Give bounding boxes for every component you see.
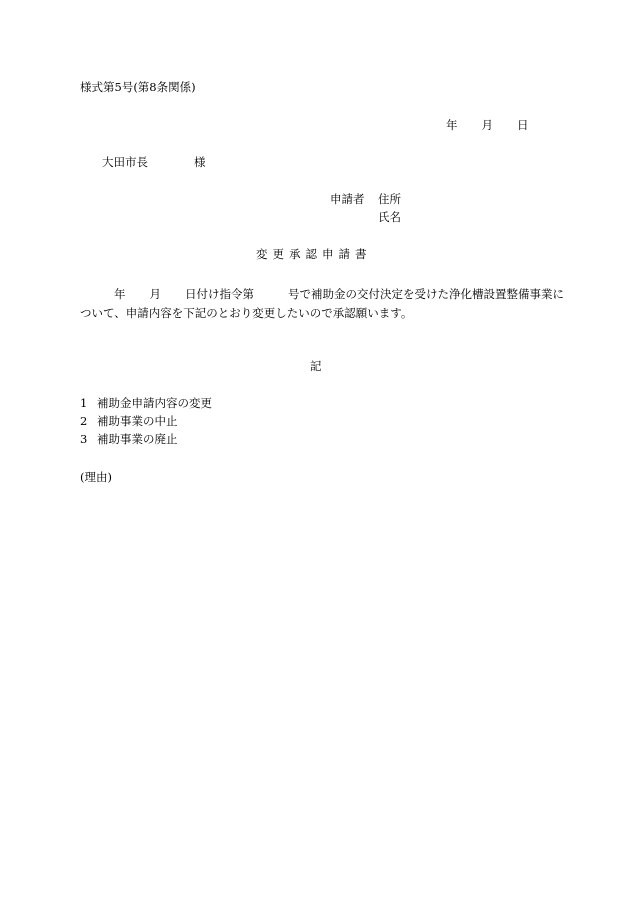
date-day-label: 日	[517, 118, 529, 132]
document-title: 変更承認申請書	[256, 247, 372, 261]
body-text-part1: 日付け指令第	[185, 287, 254, 301]
body-text-part2: 号で補助金の交付決定を受けた浄化槽設置整備事業について、申請内容を下記のとおり変更したいので承認願います。	[80, 287, 564, 320]
address-label: 住所	[378, 192, 401, 206]
item-number: 2	[80, 414, 88, 428]
recipient-name: 大田市長	[102, 155, 148, 169]
recipient-honorific: 様	[194, 155, 206, 169]
body-paragraph	[80, 285, 565, 323]
item-label: 補助事業の中止	[97, 414, 178, 428]
date-year-label: 年	[446, 118, 458, 132]
recipient-line	[102, 157, 206, 169]
date-month-label: 月	[481, 118, 493, 132]
reason-label: (理由)	[80, 470, 112, 484]
form-number: 様式第5号(第8条関係)	[80, 80, 196, 94]
item-list	[80, 398, 212, 452]
item-number: 1	[80, 396, 88, 410]
item-number: 3	[80, 432, 88, 446]
body-month-label: 月	[149, 287, 161, 301]
name-label: 氏名	[378, 210, 401, 224]
item-label: 補助金申請内容の変更	[97, 396, 212, 410]
body-year-label: 年	[114, 287, 126, 301]
item-label: 補助事業の廃止	[97, 432, 178, 446]
applicant-label: 申請者	[330, 192, 365, 206]
note-mark: 記	[310, 359, 322, 373]
list-item	[80, 434, 212, 452]
date-line	[446, 120, 529, 132]
